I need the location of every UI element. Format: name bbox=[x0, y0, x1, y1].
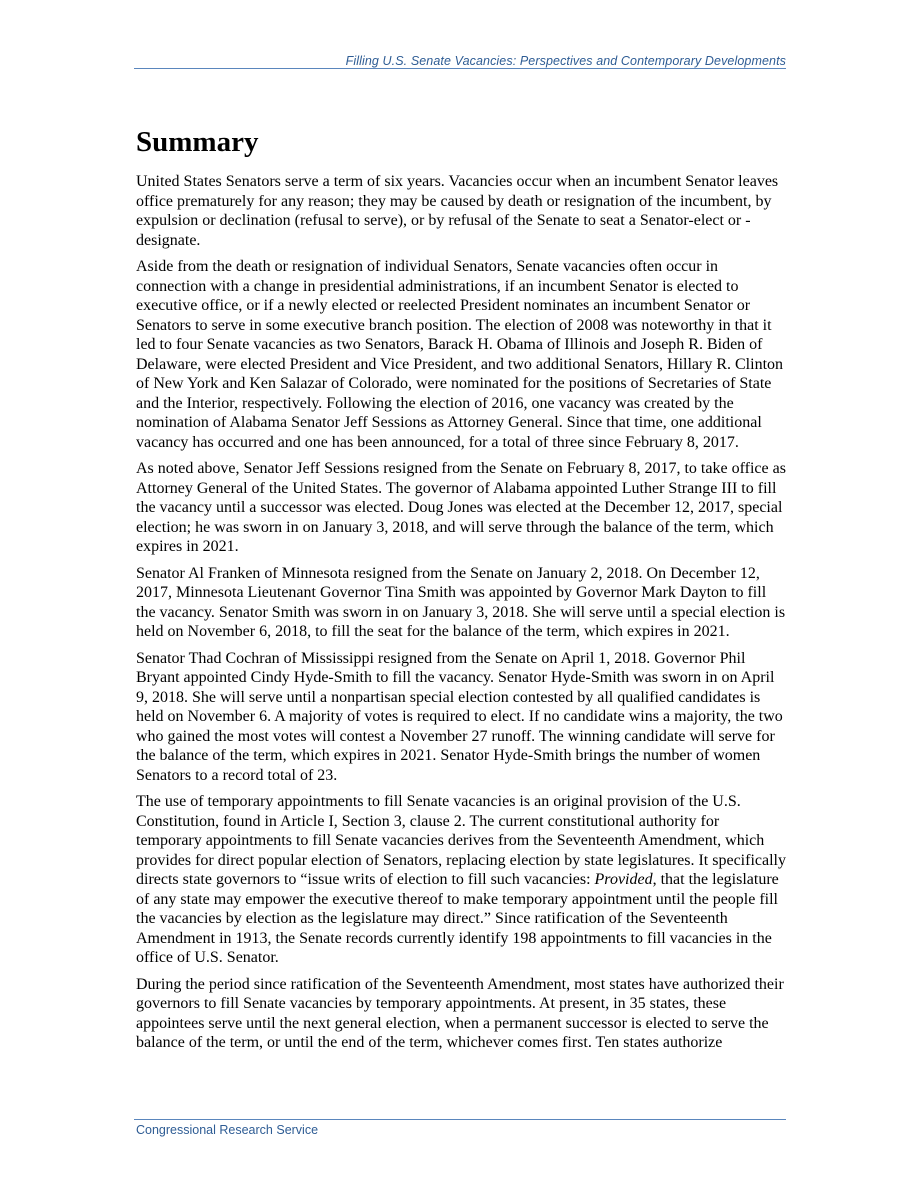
paragraph-constitution bbox=[136, 792, 786, 968]
header-rule bbox=[134, 68, 786, 69]
summary-section bbox=[136, 122, 786, 1060]
running-footer: Congressional Research Service bbox=[136, 1123, 319, 1137]
constitution-text-before: The use of temporary appointments to fill Senate vacancies is an original provision of the U.S. Constitution, found in Article I, Section 3, clause 2. The current constitutional authority for temporary appointments to fill Senate vacancies derives from the Seventeenth Amendment, which provides for direct popular election of Senators, replacing election by state legislatures. It specifically directs state governors to “issue writs of election to fill such vacancies: bbox=[136, 793, 786, 888]
paragraph-state-authorization: During the period since ratification of the Seventeenth Amendment, most states have authorized their governors to fill Senate vacancies by temporary appointments. At present, in 35 states, these appointees serve until the next general election, when a permanent successor is elected to serve the balance of the term, or until the end of the term, whichever comes first. Ten states authorize bbox=[136, 975, 784, 1051]
paragraph-sessions-vacancy: As noted above, Senator Jeff Sessions resigned from the Senate on February 8, 2017, to take office as Attorney General of the United States. The governor of Alabama appointed Luther Strange III to fill the vacancy until a successor was elected. Doug Jones was elected at the December 12, 2017, special election; he was sworn in on January 3, 2018, and will serve through the balance of the term, which expires in 2021. bbox=[136, 460, 786, 555]
paragraph-senate-terms: United States Senators serve a term of six years. Vacancies occur when an incumbent Senator leaves office prematurely for any reason; they may be caused by death or resignation of the incumbent, by expulsion or declination (refusal to serve), or by refusal of the Senate to seat a Senator-elect or -designate. bbox=[136, 173, 779, 249]
constitution-text-after: , that the legislature of any state may empower the executive thereof to make temporary appointment until the people fill the vacancies by election as the legislature may direct.” Since ratification of the Seventeenth Amendment in 1913, the Senate records currently identify 198 appointments to fill vacancies in the office of U.S. Senator. bbox=[136, 871, 779, 966]
running-header: Filling U.S. Senate Vacancies: Perspectives and Contemporary Developments bbox=[345, 54, 786, 68]
constitution-emphasis: Provided bbox=[594, 871, 653, 888]
section-title: Summary bbox=[136, 126, 259, 158]
paragraph-vacancy-causes: Aside from the death or resignation of individual Senators, Senate vacancies often occur in connection with a change in presidential administrations, if an incumbent Senator is elected to executive office, or if a newly elected or reelected President nominates an incumbent Senator or Senators to serve in some executive branch position. The election of 2008 was noteworthy in that it led to four Senate vacancies as two Senators, Barack H. Obama of Illinois and Joseph R. Biden of Delaware, were elected President and Vice President, and two additional Senators, Hillary R. Clinton of New York and Ken Salazar of Colorado, were nominated for the positions of Secretaries of State and the Interior, respectively. Following the election of 2016, one vacancy was created by the nomination of Alabama Senator Jeff Sessions as Attorney General. Since that time, one additional vacancy has occurred and one has been announced, for a total of three since February 8, 2017. bbox=[136, 258, 784, 451]
paragraph-franken-vacancy: Senator Al Franken of Minnesota resigned from the Senate on January 2, 2018. On December 12, 2017, Minnesota Lieutenant Governor Tina Smith was appointed by Governor Mark Dayton to fill the vacancy. Senator Smith was sworn in on January 3, 2018. She will serve until a special election is held on November 6, 2018, to fill the seat for the balance of the term, which expires in 2021. bbox=[136, 564, 786, 640]
footer-rule bbox=[134, 1119, 786, 1120]
paragraph-cochran-vacancy: Senator Thad Cochran of Mississippi resigned from the Senate on April 1, 2018. Governor Phil Bryant appointed Cindy Hyde-Smith to fill the vacancy. Senator Hyde-Smith was sworn in on April 9, 2018. She will serve until a nonpartisan special election contested by all qualified candidates is held on November 6. A majority of votes is required to elect. If no candidate wins a majority, the two who gained the most votes will contest a November 27 runoff. The winning candidate will serve for the balance of the term, which expires in 2021. Senator Hyde-Smith brings the number of women Senators to a record total of 23. bbox=[136, 649, 783, 784]
